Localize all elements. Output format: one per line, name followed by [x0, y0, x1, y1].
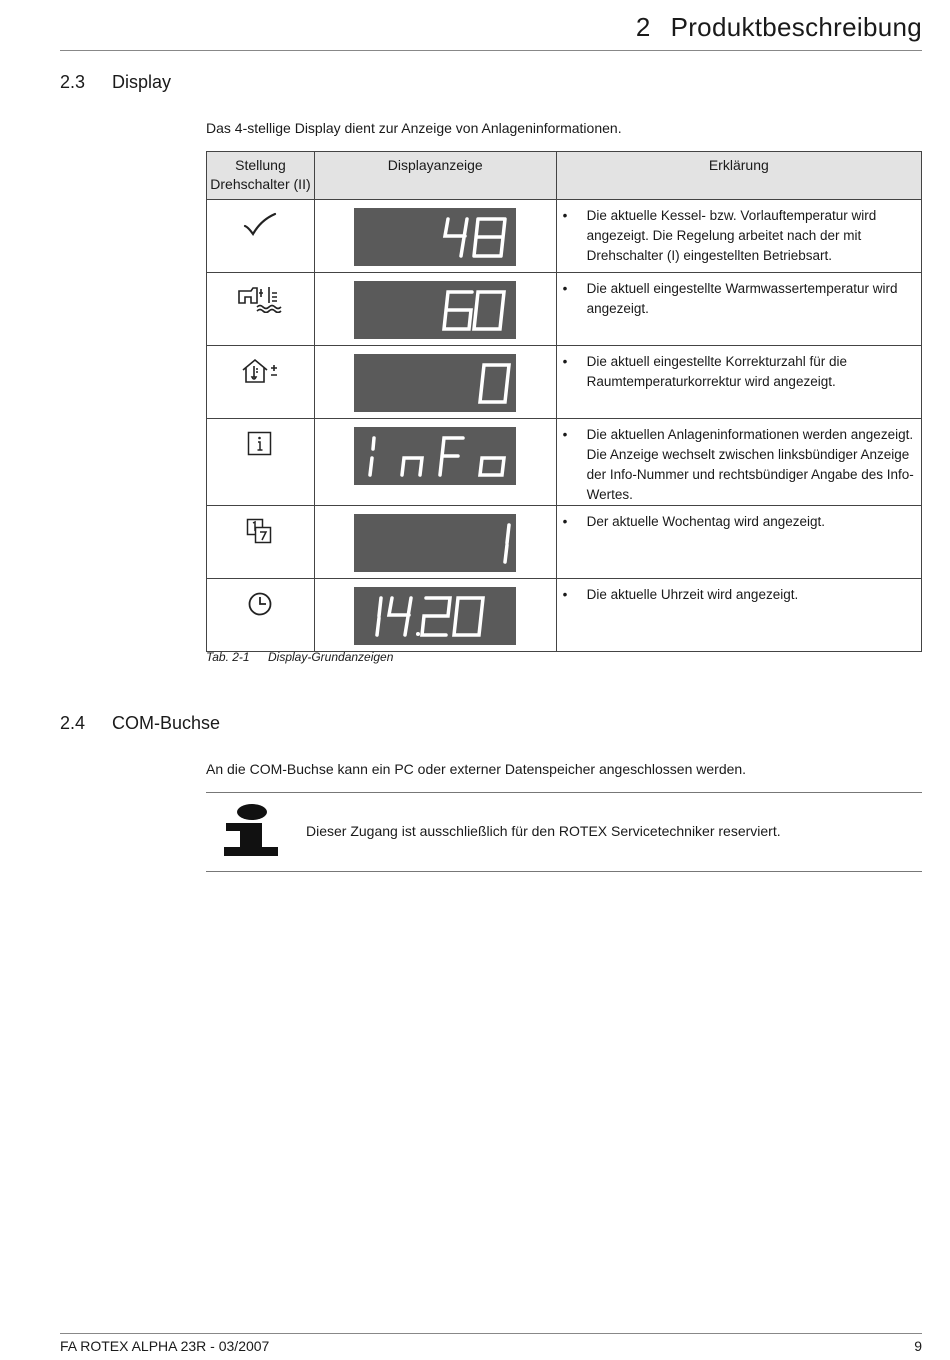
table-caption: [206, 650, 393, 664]
display-cell: [314, 506, 556, 579]
explanation-text: Die aktuelle Kessel- bzw. Vorlauftemperatur wird angezeigt. Die Regelung arbeitet nach der mit Drehschalter (I) eingestellten Betriebsart.: [586, 208, 877, 263]
explanation-text: Die aktuell eingestellte Korrekturzahl für die Raumtemperaturkorrektur wird angezeigt.: [586, 354, 847, 389]
note-text: Dieser Zugang ist ausschließlich für den ROTEX Servicetechniker reserviert.: [306, 823, 781, 839]
bullet: •: [562, 281, 568, 296]
display-table: [206, 151, 922, 652]
footer-document-id: FA ROTEX ALPHA 23R - 03/2007: [60, 1338, 270, 1354]
column-header-line: Drehschalter (II): [210, 176, 311, 192]
bullet: •: [562, 427, 568, 442]
note-top-divider: [206, 792, 922, 793]
section-number: 2.3: [60, 72, 86, 92]
table-row: [207, 200, 922, 273]
table-row: [207, 419, 922, 506]
table-row: [207, 506, 922, 579]
column-header-switch-position: [207, 152, 315, 200]
switch-position-cell: [207, 346, 315, 419]
bullet: •: [562, 208, 568, 223]
bullet: •: [562, 587, 568, 602]
switch-position-cell: [207, 200, 315, 273]
table-header-row: [207, 152, 922, 200]
section-heading-display: [60, 72, 171, 93]
weekday-calendar-icon: [246, 518, 274, 544]
intro-paragraph: Das 4-stellige Display dient zur Anzeige von Anlageninformationen.: [206, 120, 622, 136]
footer-divider: [60, 1333, 922, 1334]
bullet: •: [562, 514, 568, 529]
table-row: [207, 346, 922, 419]
section-title: Display: [112, 72, 172, 92]
section-heading-com: [60, 713, 220, 734]
caption-label: Tab. 2-1: [206, 650, 250, 664]
display-cell: [314, 579, 556, 652]
table-row: [207, 579, 922, 652]
section-title: COM-Buchse: [112, 713, 221, 733]
switch-position-cell: [207, 506, 315, 579]
com-paragraph: An die COM-Buchse kann ein PC oder externer Datenspeicher angeschlossen werden.: [206, 761, 747, 777]
page-number: 9: [914, 1338, 922, 1354]
display-cell: [314, 419, 556, 506]
table-row: [207, 273, 922, 346]
caption-text: Display-Grundanzeigen: [268, 650, 394, 664]
explanation-cell: [556, 506, 921, 579]
note-bottom-divider: [206, 871, 922, 872]
lcd-display-1: [354, 514, 516, 572]
checkmark-icon: [243, 212, 277, 238]
switch-position-cell: [207, 273, 315, 346]
section-number: 2.4: [60, 713, 86, 733]
page-header: [636, 12, 922, 43]
explanation-text: Die aktuell eingestellte Warmwassertemperatur wird angezeigt.: [586, 281, 898, 316]
display-cell: [314, 346, 556, 419]
chapter-number: 2: [635, 12, 651, 42]
lcd-display-info: [354, 427, 516, 485]
explanation-text: Der aktuelle Wochentag wird angezeigt.: [586, 514, 825, 529]
info-box-icon: [247, 431, 273, 457]
clock-icon: [247, 591, 273, 617]
display-cell: [314, 200, 556, 273]
info-i-icon: [222, 803, 282, 857]
explanation-cell: [556, 273, 921, 346]
explanation-cell: [556, 200, 921, 273]
switch-position-cell: [207, 579, 315, 652]
chapter-title: Produktbeschreibung: [670, 12, 922, 42]
bullet: •: [562, 354, 568, 369]
column-header-display: Displayanzeige: [314, 152, 556, 200]
explanation-text: Die aktuelle Uhrzeit wird angezeigt.: [586, 587, 799, 602]
explanation-text: Die aktuellen Anlageninformationen werden angezeigt. Die Anzeige wechselt zwischen linksbündiger Anzeige der Info-Nummer und rechtsbündiger Angabe des Info-Wertes.: [586, 427, 914, 502]
column-header-line: Stellung: [235, 157, 286, 173]
explanation-cell: [556, 419, 921, 506]
explanation-cell: [556, 579, 921, 652]
house-thermometer-icon: [241, 358, 279, 384]
switch-position-cell: [207, 419, 315, 506]
column-header-explanation: Erklärung: [556, 152, 921, 200]
lcd-display-0: [354, 354, 516, 412]
hot-water-tap-icon: [237, 285, 283, 313]
lcd-display-48: [354, 208, 516, 266]
lcd-display-time: [354, 587, 516, 645]
lcd-display-60: [354, 281, 516, 339]
header-divider: [60, 50, 922, 51]
explanation-cell: [556, 346, 921, 419]
display-cell: [314, 273, 556, 346]
